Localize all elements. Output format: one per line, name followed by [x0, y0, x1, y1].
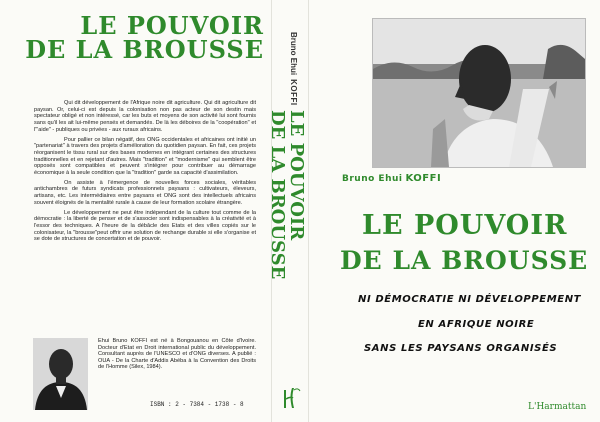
publisher-name: L'Harmattan	[528, 402, 587, 412]
isbn-text: ISBN : 2 - 7384 - 1738 - 8	[150, 401, 244, 408]
spine-author	[289, 32, 298, 106]
front-author-first: Bruno Ehui	[342, 174, 403, 184]
harmattan-logo-icon	[280, 386, 302, 412]
front-title-line1: LE POUVOIR	[362, 210, 568, 241]
spine-title-line2: DE LA BROUSSE	[267, 110, 288, 280]
blurb-paragraph: Qui dit développement de l'Afrique noire dit agriculture. Qui dit agriculture dit paysan. Or, celui-ci est depuis la colonisation non pas acteur de son destin mais spectateur obligé et non intéressé, car les buts et moyens de son activité lui sont fournis sans qu'il les ait lui-même pensés et demandés. De là les déboires de la "coopération" et l'"aide" - publiques ou privées - aux ruraux africains.	[34, 100, 256, 133]
author-bio: Ehui Bruno KOFFI est né à Bongouanou en Côte d'Ivoire. Docteur d'Etat en Droit international public du développement. Consultant auprès de l'UNESCO et d'ONG diverses. A publié : OUA - De la Charte d'Addis Abéba à la Convention des Droits de l'Homme (Silex, 1984).	[98, 338, 256, 371]
blurb-paragraph: On assiste à l'émergence de nouvelles forces sociales, véritables antichambres de futurs syndicats professionnels paysans : cultivateurs, éleveurs, artisans, etc. Les intermédiaires entre paysans et ONG sont des intellectuels africains souvent éloignés de la mentalité rurale à cause de leur formation scolaire étrangère.	[34, 179, 256, 206]
farmer-portrait-photo	[372, 18, 586, 168]
back-cover-blurb	[34, 100, 256, 246]
author-portrait-photo	[33, 338, 88, 410]
subtitle-line3: SANS LES PAYSANS ORGANISÉS	[364, 343, 558, 354]
back-title-line2: DE LA BROUSSE	[25, 35, 264, 64]
spine-author-last: KOFFI	[289, 79, 298, 106]
back-title-line1: LE POUVOIR	[80, 11, 264, 40]
blurb-paragraph: Pour pallier ce bilan négatif, des ONG occidentales et africaines ont initié un "partenariat" à travers des projets d'amélioration du quotidien paysan. En fait, ces projets réorganisent le tissu rural sur des bases modernes en intégrant certaines des structures traditionnelles et en rejetant d'autres. Mais "tradition" et "modernisme" qui semblent être opposés sont compatibles et peuvent s'intégrer pour contribuer au démarrage économique à la seule condition que la "tradition" garde sa capacité d'assimilation.	[34, 136, 256, 177]
spine-title-line1: LE POUVOIR	[286, 110, 307, 241]
front-author-last: KOFFI	[405, 173, 442, 184]
front-author	[342, 173, 441, 184]
subtitle-line2: EN AFRIQUE NOIRE	[418, 319, 535, 330]
blurb-paragraph: Le développement ne peut être indépendant de la culture tout comme de la démocratie : la liberté de penser et de s'associer sont indispensables à la créativité et à l'essor des techniques. A l'heure de la débâcle des Etats et des villes copiés sur le colonisateur, la "brousse"peut offrir une solution de rechange durable si elle s'organise et se dote de structures de concertation et de pouvoir.	[34, 209, 256, 243]
subtitle-line1: NI DÉMOCRATIE NI DÉVELOPPEMENT	[358, 294, 582, 305]
front-title-line2: DE LA BROUSSE	[340, 246, 589, 275]
back-cover-title	[14, 11, 264, 64]
spine-title	[268, 110, 306, 279]
spine-author-first: Bruno Ehui	[289, 32, 298, 76]
